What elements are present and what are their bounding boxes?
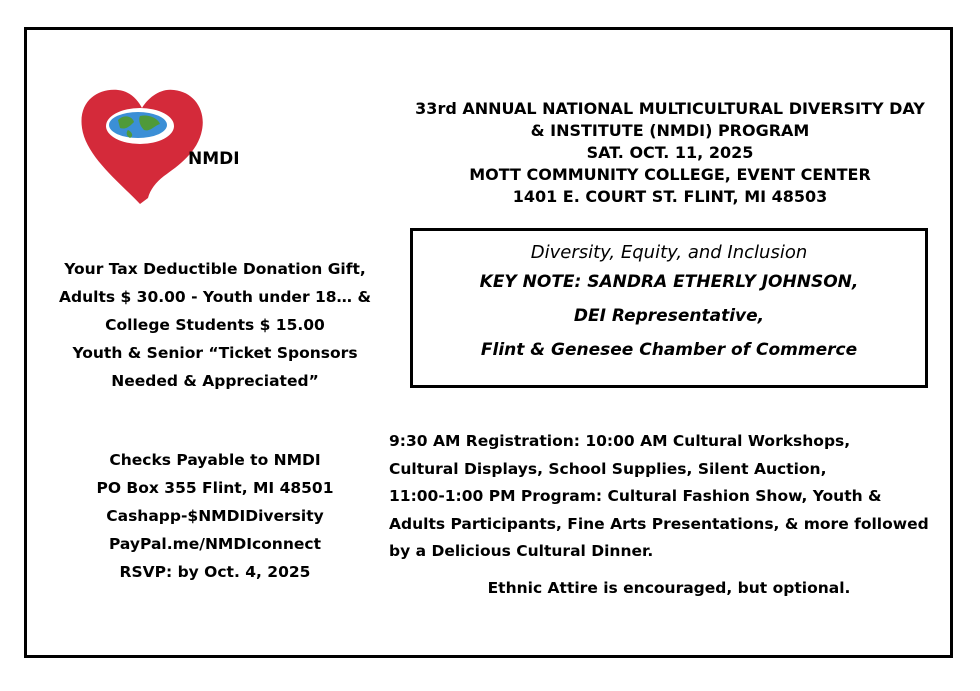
donation-line: Youth & Senior “Ticket Sponsors [72, 344, 358, 362]
donation-info [30, 255, 400, 395]
schedule-line: 9:30 AM Registration: 10:00 AM Cultural Workshops, [389, 432, 851, 450]
schedule-line: by a Delicious Cultural Dinner. [389, 542, 654, 560]
keynote-org: Flint & Genesee Chamber of Commerce [480, 340, 858, 360]
payment-line: Cashapp-$NMDIDiversity [106, 507, 324, 525]
header-line: & INSTITUTE (NMDI) PROGRAM [530, 121, 810, 140]
keynote-box [410, 228, 928, 388]
header-line: SAT. OCT. 11, 2025 [586, 143, 754, 162]
payment-line: PO Box 355 Flint, MI 48501 [96, 479, 334, 497]
donation-line: Needed & Appreciated” [111, 372, 319, 390]
schedule-line: Cultural Displays, School Supplies, Silent Auction, [389, 459, 827, 478]
header-line: 1401 E. COURT ST. FLINT, MI 48503 [512, 187, 828, 206]
keynote-speaker: KEY NOTE: SANDRA ETHERLY JOHNSON, [479, 272, 859, 292]
keynote-role: DEI Representative, [573, 306, 765, 326]
payment-line: RSVP: by Oct. 4, 2025 [119, 563, 311, 581]
event-header [390, 98, 950, 208]
keynote-theme: Diversity, Equity, and Inclusion [530, 242, 808, 263]
logo-text: NMDI [188, 149, 240, 169]
event-schedule [389, 428, 949, 566]
donation-line: Adults $ 30.00 - Youth under 18… & [59, 288, 371, 306]
header-line: 33rd ANNUAL NATIONAL MULTICULTURAL DIVERSITY DAY [415, 99, 925, 118]
donation-line: Your Tax Deductible Donation Gift, [64, 260, 366, 278]
attire-note: Ethnic Attire is encouraged, but optional. [487, 579, 851, 597]
schedule-line: Adults Participants, Fine Arts Presentations, & more followed [389, 514, 929, 533]
donation-line: College Students $ 15.00 [105, 316, 325, 334]
schedule-line: 11:00-1:00 PM Program: Cultural Fashion Show, Youth & [389, 487, 882, 505]
payment-info [30, 446, 400, 586]
payment-line: Checks Payable to NMDI [109, 451, 321, 469]
payment-line: PayPal.me/NMDIconnect [108, 535, 321, 553]
header-line: MOTT COMMUNITY COLLEGE, EVENT CENTER [469, 165, 871, 184]
